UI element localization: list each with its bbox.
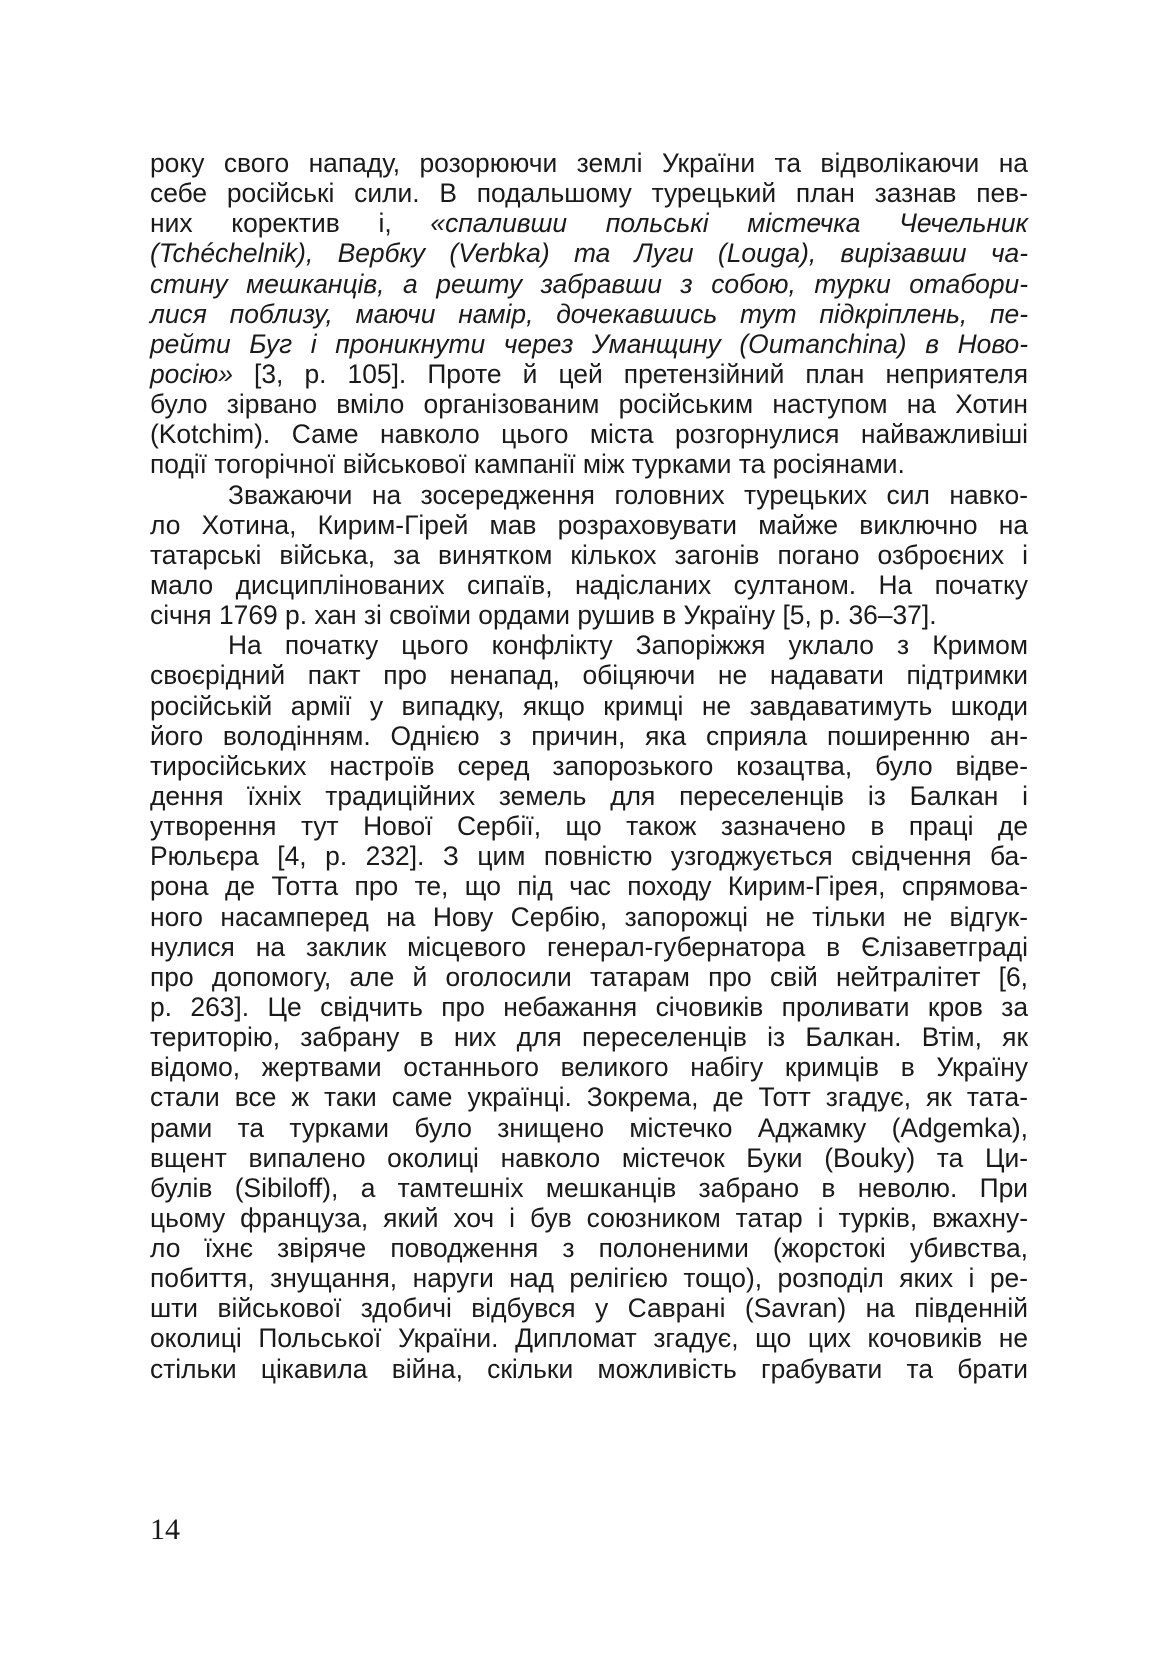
text-line bbox=[150, 1143, 1028, 1173]
text-line bbox=[150, 1173, 1028, 1203]
text-segment: його володінням. Однією з причин, яка сприяла поширенню ан- bbox=[150, 720, 1028, 751]
text-line-content bbox=[150, 238, 1028, 268]
text-line bbox=[150, 480, 1028, 510]
text-line-content bbox=[150, 299, 1028, 329]
text-segment: територію, забрану в них для переселенців із Балкан. Втім, як bbox=[150, 1022, 1028, 1053]
text-line bbox=[150, 932, 1028, 962]
text-line bbox=[150, 630, 1028, 660]
italic-quote-segment: росію» bbox=[150, 358, 233, 389]
text-line-content bbox=[150, 1233, 1028, 1263]
text-line bbox=[150, 992, 1028, 1022]
text-line-content bbox=[228, 480, 1028, 510]
text-line bbox=[150, 208, 1028, 238]
text-line bbox=[150, 1113, 1028, 1143]
text-line bbox=[150, 419, 1028, 449]
text-line bbox=[150, 389, 1028, 419]
text-segment: ного насамперед на Нову Сербію, запорожці не тільки не відгук- bbox=[150, 901, 1028, 932]
text-segment: події тогорічної військової кампанії між турками та росіянами. bbox=[150, 449, 905, 480]
text-line-content bbox=[150, 1203, 1028, 1233]
text-segment: p. 263]. Це свідчить про небажання січовиків проливати кров за bbox=[150, 991, 1028, 1022]
text-line-content bbox=[150, 691, 1028, 721]
text-line-content bbox=[150, 841, 1028, 871]
text-line-content bbox=[150, 1323, 1028, 1353]
text-line-content bbox=[150, 178, 1028, 208]
text-segment: Рюльєра [4, p. 232]. З цим повністю узгоджується свідчення ба- bbox=[150, 841, 1028, 872]
text-segment: стали все ж таки саме українці. Зокрема, де Тотт згадує, як тата- bbox=[150, 1082, 1028, 1113]
text-line-content bbox=[150, 902, 1028, 932]
text-line bbox=[150, 781, 1028, 811]
text-line bbox=[150, 1052, 1028, 1082]
text-line bbox=[150, 1082, 1028, 1112]
text-line bbox=[150, 329, 1028, 359]
italic-quote-segment: «спаливши польські містечка Чечельник bbox=[430, 208, 1028, 239]
text-segment: російській армії у випадку, якщо кримці не завдаватимуть шкоди bbox=[150, 690, 1028, 721]
text-line-content bbox=[150, 1293, 1028, 1323]
text-line bbox=[150, 148, 1028, 178]
text-line-content bbox=[150, 871, 1028, 901]
text-line-content bbox=[150, 1052, 1028, 1082]
text-segment: року свого нападу, розорюючи землі України та відволікаючи на bbox=[150, 148, 1028, 178]
text-line bbox=[150, 962, 1028, 992]
text-line-content bbox=[150, 419, 1028, 449]
text-segment: вщент випалено околиці навколо містечок Буки (Bouky) та Ци- bbox=[150, 1142, 1028, 1173]
text-line bbox=[150, 751, 1028, 781]
text-line bbox=[150, 691, 1028, 721]
text-segment: булів (Sibiloff), а тамтешніх мешканців забрано в неволю. При bbox=[150, 1172, 1028, 1203]
text-segment: ло їхнє звіряче поводження з полоненими (жорстокі убивства, bbox=[150, 1233, 1028, 1264]
text-segment: ло Хотина, Кирим-Гірей мав розраховувати майже виключно на bbox=[150, 509, 1028, 540]
text-segment: утворення тут Нової Сербії, що також зазначено в праці де bbox=[150, 811, 1028, 842]
italic-quote-segment: рейти Буг і проникнути через Уманщину (Oumanchina) в Ново- bbox=[150, 328, 1028, 359]
text-segment: [3, p. 105]. Проте й цей претензійний план неприятеля bbox=[232, 358, 1028, 389]
text-line bbox=[150, 540, 1028, 570]
text-line bbox=[150, 1323, 1028, 1353]
text-line-content bbox=[150, 660, 1028, 690]
italic-quote-segment: лися поблизу, маючи намір, дочекавшись тут підкріплень, пе- bbox=[150, 298, 1028, 329]
text-line-content bbox=[150, 1143, 1028, 1173]
text-line-content bbox=[150, 600, 1028, 630]
text-segment: шти військової здобичі відбувся у Саврані (Savran) на південній bbox=[150, 1293, 1028, 1324]
text-line bbox=[150, 570, 1028, 600]
text-segment: дення їхніх традиційних земель для переселенців із Балкан і bbox=[150, 780, 1028, 811]
text-line-content bbox=[150, 269, 1028, 299]
italic-quote-segment: стину мешканців, а решту забравши з собою, турки отабори- bbox=[150, 268, 1028, 299]
italic-quote-segment: (Tchéchelnik), Вербку (Verbka) та Луги (Louga), вирізавши ча- bbox=[150, 238, 1028, 269]
text-line-content bbox=[150, 751, 1028, 781]
text-line-content bbox=[150, 389, 1028, 419]
text-segment: На початку цього конфлікту Запоріжжя уклало з Кримом bbox=[228, 630, 1028, 661]
text-line-content bbox=[150, 1113, 1028, 1143]
text-line bbox=[150, 1293, 1028, 1323]
text-line bbox=[150, 660, 1028, 690]
text-segment: рона де Тотта про те, що під час походу Кирим-Гірея, спрямова- bbox=[150, 871, 1028, 902]
text-segment: січня 1769 р. хан зі своїми ордами рушив в Україну [5, p. 36–37]. bbox=[150, 600, 937, 631]
text-segment: тиросійських настроїв серед запорозького козацтва, було відве- bbox=[150, 750, 1028, 781]
text-segment: рами та турками було знищено містечко Аджамку (Adgemka), bbox=[150, 1112, 1028, 1143]
text-line-content bbox=[150, 992, 1028, 1022]
text-line bbox=[150, 510, 1028, 540]
text-line-content bbox=[150, 721, 1028, 751]
text-line-content bbox=[150, 570, 1028, 600]
text-line-content bbox=[150, 1082, 1028, 1112]
text-line bbox=[150, 841, 1028, 871]
text-segment: них коректив і, bbox=[150, 208, 431, 239]
text-line bbox=[150, 299, 1028, 329]
text-segment: було зірвано вміло організованим російським наступом на Хотин bbox=[150, 389, 1028, 420]
text-line-content bbox=[228, 630, 1028, 660]
text-line-content bbox=[150, 932, 1028, 962]
text-segment: цьому француза, який хоч і був союзником татар і турків, вжахну- bbox=[150, 1202, 1028, 1233]
text-line-content bbox=[150, 811, 1028, 841]
text-line-content bbox=[150, 1263, 1028, 1293]
text-line-content bbox=[150, 1022, 1028, 1052]
text-line-content bbox=[150, 449, 1028, 479]
text-line-content bbox=[150, 359, 1028, 389]
text-line bbox=[150, 178, 1028, 208]
text-line bbox=[150, 902, 1028, 932]
text-line bbox=[150, 1233, 1028, 1263]
text-line bbox=[150, 871, 1028, 901]
text-line-content bbox=[150, 329, 1028, 359]
text-line bbox=[150, 1203, 1028, 1233]
text-segment: (Kotchim). Саме навколо цього міста розгорнулися найважливіші bbox=[150, 419, 1028, 450]
text-line bbox=[150, 600, 1028, 630]
text-segment: мало дисциплінованих сипаїв, надісланих султаном. На початку bbox=[150, 569, 1028, 600]
text-segment: околиці Польської України. Дипломат згадує, що цих кочовиків не bbox=[150, 1323, 1028, 1354]
text-line-content bbox=[150, 510, 1028, 540]
text-line-content bbox=[150, 1354, 1028, 1384]
text-line bbox=[150, 1354, 1028, 1384]
text-line bbox=[150, 269, 1028, 299]
text-segment: відомо, жертвами останнього великого набігу кримців в Україну bbox=[150, 1052, 1028, 1083]
text-segment: стільки цікавила війна, скільки можливість грабувати та брати bbox=[150, 1353, 1028, 1384]
text-line-content bbox=[150, 962, 1028, 992]
page-body bbox=[150, 148, 1028, 1384]
text-line bbox=[150, 359, 1028, 389]
text-segment: Зважаючи на зосередження головних турецьких сил навко- bbox=[228, 479, 1028, 510]
text-line bbox=[150, 811, 1028, 841]
text-segment: себе російські сили. В подальшому турецький план зазнав пев- bbox=[150, 178, 1028, 209]
text-line-content bbox=[150, 208, 1028, 238]
text-line bbox=[150, 1022, 1028, 1052]
page-number: 14 bbox=[150, 1513, 180, 1546]
text-line bbox=[150, 1263, 1028, 1293]
text-line bbox=[150, 238, 1028, 268]
text-segment: своєрідний пакт про ненапад, обіцяючи не надавати підтримки bbox=[150, 660, 1028, 691]
text-segment: нулися на заклик місцевого генерал-губернатора в Єлізаветграді bbox=[150, 931, 1028, 962]
text-segment: про допомогу, але й оголосили татарам про свій нейтралітет [6, bbox=[150, 961, 1028, 992]
text-segment: побиття, знущання, наруги над релігією тощо), розподіл яких і ре- bbox=[150, 1263, 1028, 1294]
text-line-content bbox=[150, 781, 1028, 811]
text-line-content bbox=[150, 148, 1028, 178]
text-line bbox=[150, 449, 1028, 479]
text-segment: татарські війська, за винятком кількох загонів погано озброєних і bbox=[150, 539, 1028, 570]
text-line-content bbox=[150, 540, 1028, 570]
text-line bbox=[150, 721, 1028, 751]
text-line-content bbox=[150, 1173, 1028, 1203]
